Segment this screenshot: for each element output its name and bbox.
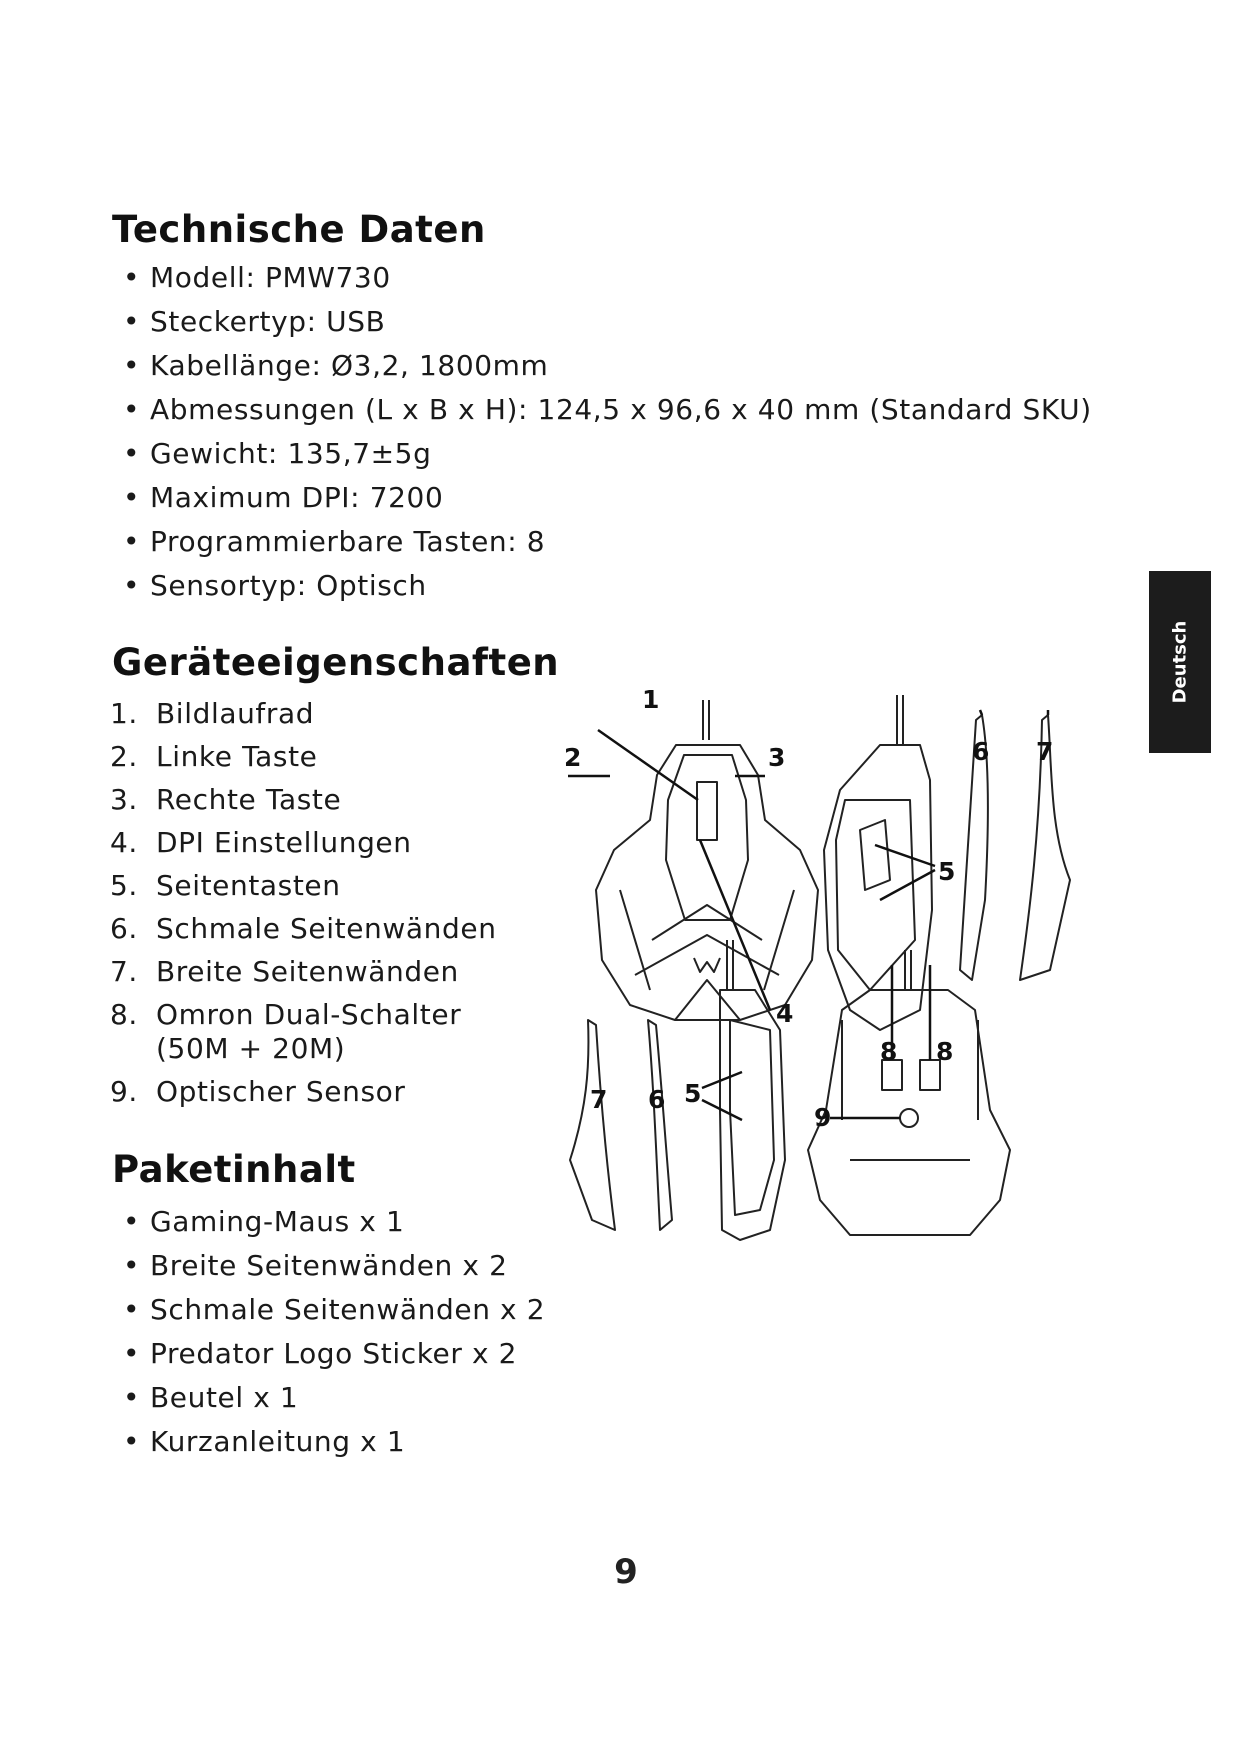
feature-number: 2. bbox=[110, 740, 138, 773]
feature-item bbox=[110, 912, 497, 946]
feature-number: 3. bbox=[110, 783, 138, 816]
leader-line-5a bbox=[875, 845, 935, 866]
feature-number: 7. bbox=[110, 955, 138, 988]
predator-logo-shape bbox=[694, 958, 720, 972]
feature-text: Breite Seitenwänden bbox=[156, 955, 459, 988]
feature-item bbox=[110, 869, 497, 903]
technical-item: • Abmessungen (L x B x H): 124,5 x 96,6 x 40 mm (Standard SKU) bbox=[120, 388, 1092, 432]
package-item: • Beutel x 1 bbox=[120, 1376, 545, 1420]
package-item: • Breite Seitenwänden x 2 bbox=[120, 1244, 545, 1288]
callout-6-top: 6 bbox=[972, 737, 990, 766]
feature-item bbox=[110, 697, 497, 731]
technical-item: • Programmierbare Tasten: 8 bbox=[120, 520, 1092, 564]
wide-panel-bottom-shape bbox=[570, 1020, 615, 1230]
mouse-bottom-view bbox=[808, 950, 1010, 1235]
technical-item: • Maximum DPI: 7200 bbox=[120, 476, 1092, 520]
feature-text: Schmale Seitenwänden bbox=[156, 912, 497, 945]
package-item: • Kurzanleitung x 1 bbox=[120, 1420, 545, 1464]
mouse-side-view bbox=[824, 695, 932, 1030]
top-view-details bbox=[620, 890, 794, 1020]
scroll-wheel-shape bbox=[697, 782, 717, 840]
package-heading: Paketinhalt bbox=[112, 1148, 356, 1191]
side-view-grille bbox=[836, 800, 915, 990]
callout-3: 3 bbox=[768, 743, 786, 772]
side-view-body bbox=[824, 745, 932, 1030]
feature-text: Rechte Taste bbox=[156, 783, 342, 816]
feature-item bbox=[110, 1075, 497, 1109]
leader-line-1 bbox=[598, 730, 698, 800]
feature-number: 8. bbox=[110, 998, 138, 1031]
feature-text: Omron Dual-Schalter bbox=[156, 998, 462, 1031]
bottom-view-details bbox=[842, 1020, 978, 1160]
mouse-side-view-2 bbox=[720, 940, 785, 1240]
sensor-shape bbox=[900, 1109, 918, 1127]
language-label: Deutsch bbox=[1169, 620, 1191, 704]
technical-item: • Modell: PMW730 bbox=[120, 256, 1092, 300]
feature-item bbox=[110, 826, 497, 860]
leader-line-6-top bbox=[980, 710, 982, 715]
top-view-inner bbox=[666, 755, 748, 920]
side-view-cable bbox=[897, 695, 903, 745]
top-view-cable bbox=[703, 700, 709, 740]
callout-8-right: 8 bbox=[936, 1037, 954, 1066]
callout-8-left: 8 bbox=[880, 1037, 898, 1066]
leader-line-5b bbox=[880, 870, 935, 900]
feature-item bbox=[110, 955, 497, 989]
callout-2: 2 bbox=[564, 743, 582, 772]
features-heading: Geräteeigenschaften bbox=[112, 641, 560, 684]
technical-heading: Technische Daten bbox=[112, 208, 486, 251]
feature-item bbox=[110, 783, 497, 817]
feature-item bbox=[110, 740, 497, 774]
features-list bbox=[110, 697, 497, 1109]
leader-line-5d bbox=[702, 1100, 742, 1120]
technical-item: • Steckertyp: USB bbox=[120, 300, 1092, 344]
callout-7-bottom: 7 bbox=[590, 1085, 608, 1114]
callout-6-bottom: 6 bbox=[648, 1085, 666, 1114]
top-view-body bbox=[596, 745, 818, 1020]
package-item: • Schmale Seitenwänden x 2 bbox=[120, 1288, 545, 1332]
callout-5-top: 5 bbox=[938, 857, 956, 886]
bottom-view-cable bbox=[905, 950, 911, 990]
callout-4: 4 bbox=[776, 999, 794, 1028]
technical-list bbox=[120, 256, 1092, 608]
bottom-view-body bbox=[808, 990, 1010, 1235]
feature-text: Linke Taste bbox=[156, 740, 318, 773]
technical-item: • Gewicht: 135,7±5g bbox=[120, 432, 1092, 476]
feature-number: 9. bbox=[110, 1075, 138, 1108]
feature-number: 1. bbox=[110, 697, 138, 730]
feature-number: 5. bbox=[110, 869, 138, 902]
feature-text-continued: (50M + 20M) bbox=[156, 1032, 346, 1065]
language-tab bbox=[1149, 571, 1211, 753]
mouse-diagram bbox=[564, 685, 1140, 1410]
feature-text: DPI Einstellungen bbox=[156, 826, 412, 859]
feature-number: 4. bbox=[110, 826, 138, 859]
feature-text: Optischer Sensor bbox=[156, 1075, 406, 1108]
package-item: • Gaming-Maus x 1 bbox=[120, 1200, 545, 1244]
callout-1: 1 bbox=[642, 685, 660, 714]
narrow-panel-bottom-shape bbox=[648, 1020, 672, 1230]
feature-number: 6. bbox=[110, 912, 138, 945]
package-item: • Predator Logo Sticker x 2 bbox=[120, 1332, 545, 1376]
page-number: 9 bbox=[614, 1552, 638, 1592]
technical-item: • Sensortyp: Optisch bbox=[120, 564, 1092, 608]
feature-item bbox=[110, 998, 497, 1066]
technical-item: • Kabellänge: Ø3,2, 1800mm bbox=[120, 344, 1092, 388]
feature-text: Bildlaufrad bbox=[156, 697, 315, 730]
callout-7-top: 7 bbox=[1036, 737, 1054, 766]
callout-9: 9 bbox=[814, 1103, 832, 1132]
leader-line-5c bbox=[702, 1072, 742, 1088]
feature-text: Seitentasten bbox=[156, 869, 341, 902]
package-list bbox=[120, 1200, 545, 1464]
callout-5-bottom: 5 bbox=[684, 1079, 702, 1108]
side-buttons-shape bbox=[860, 820, 890, 890]
